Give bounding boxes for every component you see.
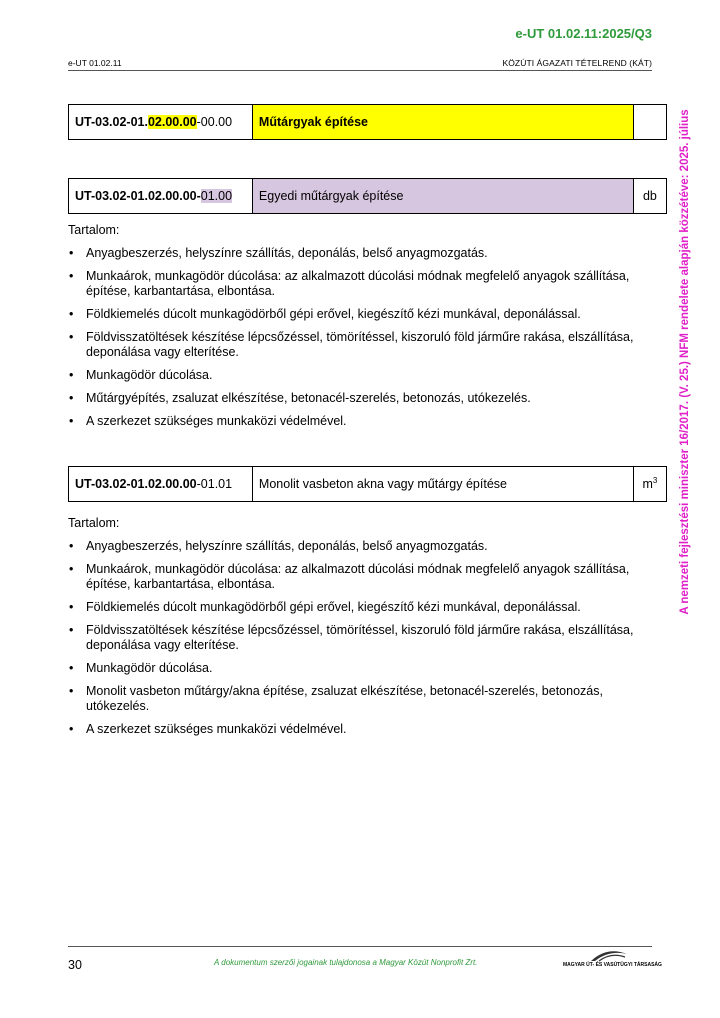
item-code <box>69 467 253 502</box>
list-item: • Munkagödör dúcolása. <box>69 368 213 382</box>
bullet-icon: • <box>69 246 74 260</box>
content-list <box>68 246 658 429</box>
footer-divider <box>68 946 652 947</box>
item-title: Műtárgyak építése <box>252 105 633 140</box>
code-prefix: UT-03.02-01. <box>75 115 148 129</box>
header-divider <box>68 70 652 71</box>
code-suffix: -01.01 <box>196 477 233 491</box>
list-item: • Anyagbeszerzés, helyszínre szállítás, deponálás, belső anyagmozgatás. <box>69 246 488 260</box>
page-number: 30 <box>68 958 82 972</box>
item-box-mutargyak <box>68 104 667 140</box>
item-code <box>69 105 253 140</box>
bullet-icon: • <box>69 661 74 675</box>
section-label: Tartalom: <box>68 223 120 237</box>
item-unit: db <box>633 179 666 214</box>
header-right: KÖZÚTI ÁGAZATI TÉTELREND (KÁT) <box>502 58 652 68</box>
content-section-egyedi <box>68 223 658 437</box>
list-item: • Munkaárok, munkagödör dúcolása: az alkalmazott dúcolási módnak megfelelő anyagok szállítása, építése, karbantartása, elbontása. <box>69 562 630 591</box>
document-id: e-UT 01.02.11:2025/Q3 <box>515 26 652 41</box>
publication-side-note <box>676 92 694 632</box>
bullet-icon: • <box>69 600 74 614</box>
item-box-monolit <box>68 466 667 502</box>
bullet-icon: • <box>69 414 74 428</box>
item-code <box>69 179 253 214</box>
bullet-icon: • <box>69 307 74 321</box>
list-item: • Földkiemelés dúcolt munkagödörből gépi erővel, kiegészítő kézi munkával, deponálással. <box>69 600 581 614</box>
bullet-icon: • <box>69 623 74 637</box>
bullet-icon: • <box>69 562 74 576</box>
item-box-egyedi <box>68 178 667 214</box>
list-item: • A szerkezet szükséges munkaközi védelmével. <box>69 722 347 736</box>
code-prefix: UT-03.02-01.02.00.00- <box>75 189 201 203</box>
bullet-icon: • <box>69 539 74 553</box>
copyright-note: A dokumentum szerzői jogainak tulajdonosa a Magyar Közút Nonprofit Zrt. <box>214 958 478 967</box>
list-item: • Földvisszatöltések készítése lépcsőzéssel, tömörítéssel, kiszoruló föld járműre rakása, elszállítása, deponálása vagy elterítése. <box>69 330 634 359</box>
society-logo <box>563 948 662 970</box>
list-item: • A szerkezet szükséges munkaközi védelmével. <box>69 414 347 428</box>
header-left: e-UT 01.02.11 <box>68 58 122 68</box>
code-highlight: 01.00 <box>200 189 233 203</box>
list-item: • Földkiemelés dúcolt munkagödörből gépi erővel, kiegészítő kézi munkával, deponálással. <box>69 307 581 321</box>
content-list <box>68 539 658 737</box>
bullet-icon: • <box>69 684 74 698</box>
side-note-text: A nemzeti fejlesztési miniszter 16/2017. (V. 25.) NFM rendelete alapján közzétéve: 2025. július <box>679 109 691 615</box>
item-unit <box>633 105 666 140</box>
list-item: • Anyagbeszerzés, helyszínre szállítás, deponálás, belső anyagmozgatás. <box>69 539 488 553</box>
section-label: Tartalom: <box>68 516 120 530</box>
list-item: • Monolit vasbeton műtárgy/akna építése, zsaluzat elkészítése, betonacél-szerelés, betonozás, utókezelés. <box>69 684 603 713</box>
list-item: • Munkagödör dúcolása. <box>69 661 213 675</box>
code-prefix: UT-03.02-01.02.00.00 <box>75 477 197 491</box>
code-suffix: -00.00 <box>196 115 233 129</box>
logo-swoosh-icon <box>589 948 629 962</box>
item-unit: $m^3$ <box>633 467 666 502</box>
bullet-icon: • <box>69 722 74 736</box>
list-item: • Munkaárok, munkagödör dúcolása: az alkalmazott dúcolási módnak megfelelő anyagok szállítása, építése, karbantartása, elbontása. <box>69 269 630 298</box>
list-item: • Földvisszatöltések készítése lépcsőzéssel, tömörítéssel, kiszoruló föld járműre rakása, elszállítása, deponálása vagy elterítése. <box>69 623 634 652</box>
item-title: Egyedi műtárgyak építése <box>252 179 633 214</box>
content-section-monolit <box>68 516 658 745</box>
bullet-icon: • <box>69 368 74 382</box>
bullet-icon: • <box>69 391 74 405</box>
bullet-icon: • <box>69 269 74 283</box>
item-title: Monolit vasbeton akna vagy műtárgy építése <box>252 467 633 502</box>
logo-text: MAGYAR ÚT- ÉS VASÚTÜGYI TÁRSASÁG <box>563 962 662 968</box>
code-highlight: 02.00.00 <box>147 115 197 129</box>
list-item: • Műtárgyépítés, zsaluzat elkészítése, betonacél-szerelés, betonozás, utókezelés. <box>69 391 531 405</box>
bullet-icon: • <box>69 330 74 344</box>
